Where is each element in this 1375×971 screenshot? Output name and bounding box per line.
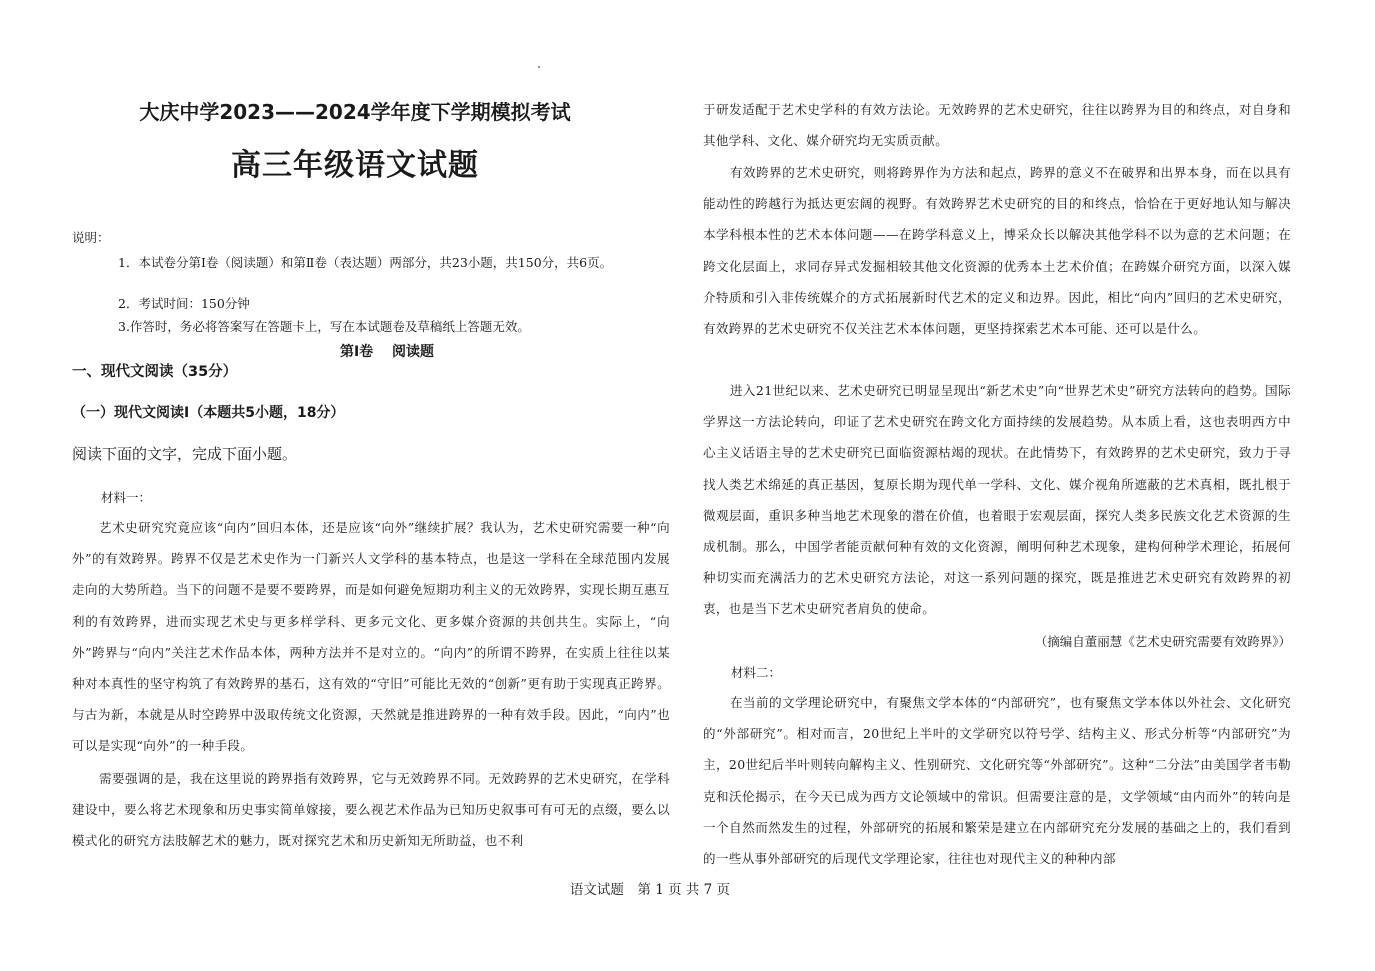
- note-item-1: 1．本试卷分第Ⅰ卷（阅读题）和第Ⅱ卷（表达题）两部分，共23小题，共150分，共6页。: [118, 255, 613, 270]
- section-heading: 一、现代文阅读（35分）: [72, 364, 238, 380]
- school-exam-line: 大庆中学2023——2024学年度下学期模拟考试: [139, 100, 571, 124]
- scan-dot: [538, 66, 540, 68]
- material-1-paragraph-3: 有效跨界的艺术史研究，则将跨界作为方法和起点，跨界的意义不在破界和出界本身，而在以具有能动性的跨越行为抵达更宏阔的视野。有效跨界艺术史研究的目的和终点，恰恰在于更好地认知与解决本学科根本性的艺术本体问题——在跨学科意义上，博采众长以解决其他学科不以为意的艺术问题；在跨文化层面上，求同存异式发掘相较其他文化资源的优秀本土艺术价值；在跨媒介研究方面，以深入媒介特质和引入非传统媒介的方式拓展新时代艺术的定义和边界。因此，相比“向内”回归的艺术史研究，有效跨界的艺术史研究不仅关注艺术本体问题，更坚持探索艺术本可能、还可以是什么。: [703, 165, 1291, 337]
- material-1-paragraph-2-continued: 于研发适配于艺术史学科的有效方法论。无效跨界的艺术史研究，往往以跨界为目的和终点，对自身和其他学科、文化、媒介研究均无实质贡献。: [703, 102, 1291, 149]
- notes-label: 说明：: [72, 230, 110, 245]
- material-2-label: 材料二：: [731, 665, 782, 680]
- reading-instruction: 阅读下面的文字，完成下面小题。: [72, 445, 298, 463]
- material-1-paragraph-4: 进入21世纪以来、艺术史研究已明显呈现出“新艺术史”向“世界艺术史”研究方法转向的趋势。国际学界这一方法论转向，印证了艺术史研究在跨文化方面持续的发展趋势。从本质上看，这也表明西方中心主义话语主导的艺术史研究已面临资源枯竭的现状。在此情势下，有效跨界的艺术史研究，致力于寻找人类艺术绵延的真正基因，复原长期为现代单一学科、文化、媒介视角所遮蔽的艺术真相，既扎根于微观层面，重识多种当地艺术现象的潜在价值，也着眼于宏观层面，探究人类多民族文化艺术资源的生成机制。那么，中国学者能贡献何种有效的文化资源，阐明何种艺术现象，建构何种学术理论，拓展何种切实而充满活力的艺术史研究方法论，对这一系列问题的探究，既是推进艺术史研究有效跨界的初衷，也是当下艺术史研究者肩负的使命。: [703, 383, 1291, 617]
- page-footer: 语文试题 第 1 页 共 7 页: [569, 882, 731, 898]
- subsection-heading: （一）现代文阅读Ⅰ（本题共5小题，18分）: [72, 405, 345, 421]
- material-2-paragraph-1: 在当前的文学理论研究中，有聚焦文学本体的“内部研究”，也有聚焦文学本体以外社会、文化研究的“外部研究”。相对而言，20世纪上半叶的文学研究以符号学、结构主义、形式分析等“内部研究”为主，20世纪后半叶则转向解构主义、性别研究、文化研究等“外部研究”。这种“二分法”由美国学者韦勒克和沃伦揭示，在今天已成为西方文论领域中的常识。但需要注意的是，文学领域“由内而外”的转向是一个自然而然发生的过程，外部研究的拓展和繁荣是建立在内部研究充分发展的基础之上的，我们看到的一些从事外部研究的后现代文学理论家，往往也对现代主义的种种内部: [703, 695, 1291, 867]
- note-item-2: 2．考试时间：150分钟: [118, 296, 250, 311]
- material-1-paragraph-1: 艺术史研究究竟应该“向内”回归本体，还是应该“向外”继续扩展？我认为，艺术史研究需要一种“向外”的有效跨界。跨界不仅是艺术史作为一门新兴人文学科的基本特点，也是这一学科在全球范围内发展走向的大势所趋。当下的问题不是要不要跨界，而是如何避免短期功利主义的无效跨界，实现长期互惠互利的有效跨界，进而实现艺术史与更多样学科、更多元文化、更多媒介资源的共创共生。实际上，“向外”跨界与“向内”关注艺术作品本体，两种方法并不是对立的。“向内”的所谓不跨界，在实质上往往以某种对本真性的坚守构筑了有效跨界的基石，这有效的“守旧”可能比无效的“创新”更有助于实现真正跨界。与古为新，本就是从时空跨界中汲取传统文化资源，天然就是推进跨界的一种有效手段。因此，“向内”也可以是实现“向外”的一种手段。: [72, 520, 670, 754]
- material-1-source: （摘编自董丽慧《艺术史研究需要有效跨界》）: [1034, 634, 1291, 649]
- material-1-label: 材料一：: [101, 490, 152, 505]
- volume-title: 第Ⅰ卷 阅读题: [339, 344, 435, 360]
- exam-title: 高三年级语文试题: [231, 148, 479, 183]
- note-item-3: 3.作答时，务必将答案写在答题卡上，写在本试题卷及草稿纸上答题无效。: [118, 319, 530, 334]
- material-1-paragraph-2: 需要强调的是，我在这里说的跨界指有效跨界，它与无效跨界不同。无效跨界的艺术史研究，在学科建设中，要么将艺术现象和历史事实简单嫁接，要么视艺术作品为已知历史叙事可有可无的点缀，要么以模式化的研究方法肢解艺术的魅力，既对探究艺术和历史新知无所助益，也不利: [72, 771, 670, 849]
